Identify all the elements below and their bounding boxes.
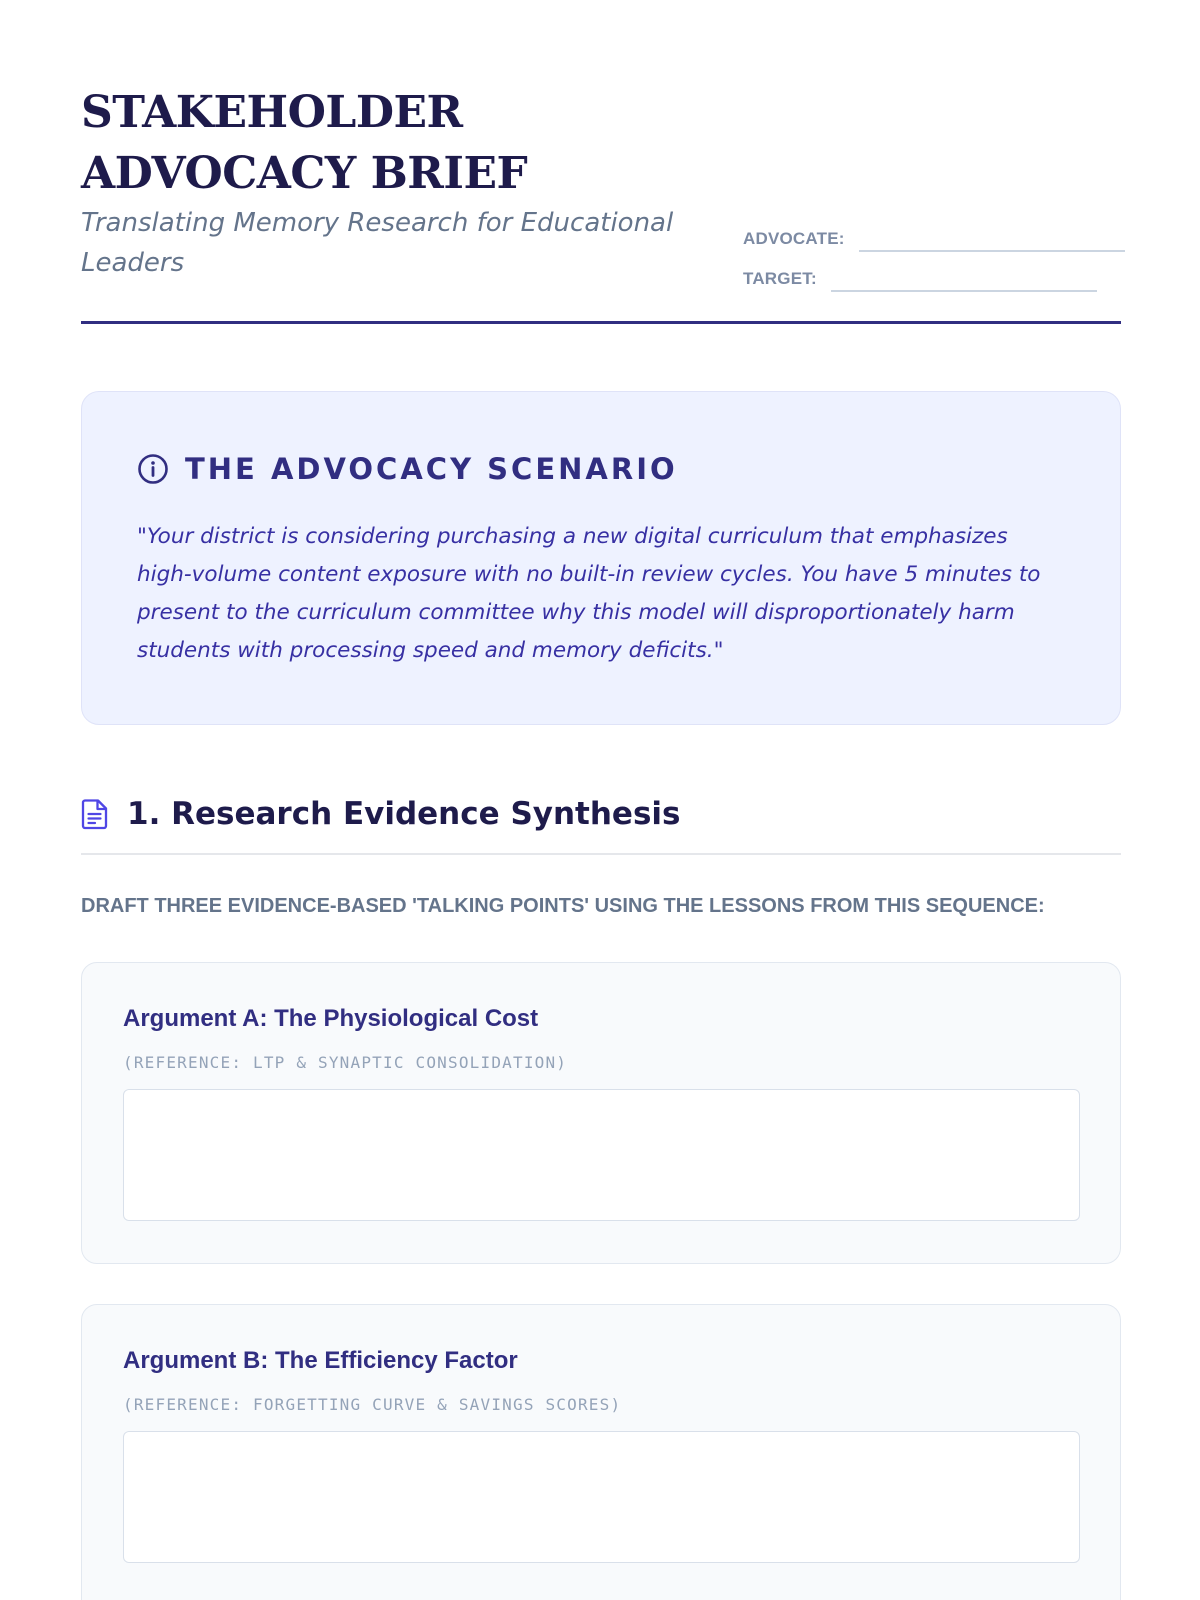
target-label: TARGET: bbox=[743, 269, 817, 288]
argument-b-response-field[interactable] bbox=[123, 1431, 1080, 1563]
section-divider bbox=[81, 853, 1121, 855]
argument-a-title: Argument A: The Physiological Cost bbox=[123, 1005, 539, 1032]
page-title: STAKEHOLDER ADVOCACY BRIEF bbox=[81, 87, 528, 199]
argument-card-b bbox=[81, 1304, 1121, 1600]
scenario-quote: "Your district is considering purchasing a new digital curriculum that emphasizes high-volume content exposure with no built-in review cycles. You have 5 minutes to present to the curriculum committee why this model will disproportionately harm students with processing speed and memory deficits." bbox=[137, 524, 1041, 663]
argument-a-response-field[interactable] bbox=[123, 1089, 1080, 1221]
argument-card-a bbox=[81, 962, 1121, 1264]
argument-b-reference: (REFERENCE: FORGETTING CURVE & SAVINGS SCORES) bbox=[123, 1395, 622, 1414]
page-subtitle: Translating Memory Research for Educational Leaders bbox=[81, 208, 674, 278]
section-1-heading bbox=[81, 796, 681, 832]
advocacy-brief-page bbox=[81, 0, 1121, 1600]
scenario-box bbox=[81, 391, 1121, 725]
section-1-title: 1. Research Evidence Synthesis bbox=[127, 796, 681, 832]
advocate-label: ADVOCATE: bbox=[743, 229, 845, 248]
header-divider bbox=[81, 321, 1121, 324]
brief-meta-fields bbox=[743, 212, 1125, 292]
document-icon bbox=[81, 798, 109, 830]
argument-a-reference: (REFERENCE: LTP & SYNAPTIC CONSOLIDATION) bbox=[123, 1053, 568, 1072]
section-instruction: DRAFT THREE EVIDENCE-BASED 'TALKING POINTS' USING THE LESSONS FROM THIS SEQUENCE: bbox=[81, 895, 1045, 917]
info-circle-icon bbox=[137, 453, 169, 485]
advocate-input-line[interactable] bbox=[859, 226, 1125, 252]
scenario-heading bbox=[137, 452, 678, 486]
advocate-field bbox=[743, 212, 1125, 252]
target-input-line[interactable] bbox=[831, 266, 1097, 292]
argument-b-title: Argument B: The Efficiency Factor bbox=[123, 1347, 518, 1374]
scenario-title: THE ADVOCACY SCENARIO bbox=[185, 452, 678, 486]
target-field bbox=[743, 252, 1125, 292]
